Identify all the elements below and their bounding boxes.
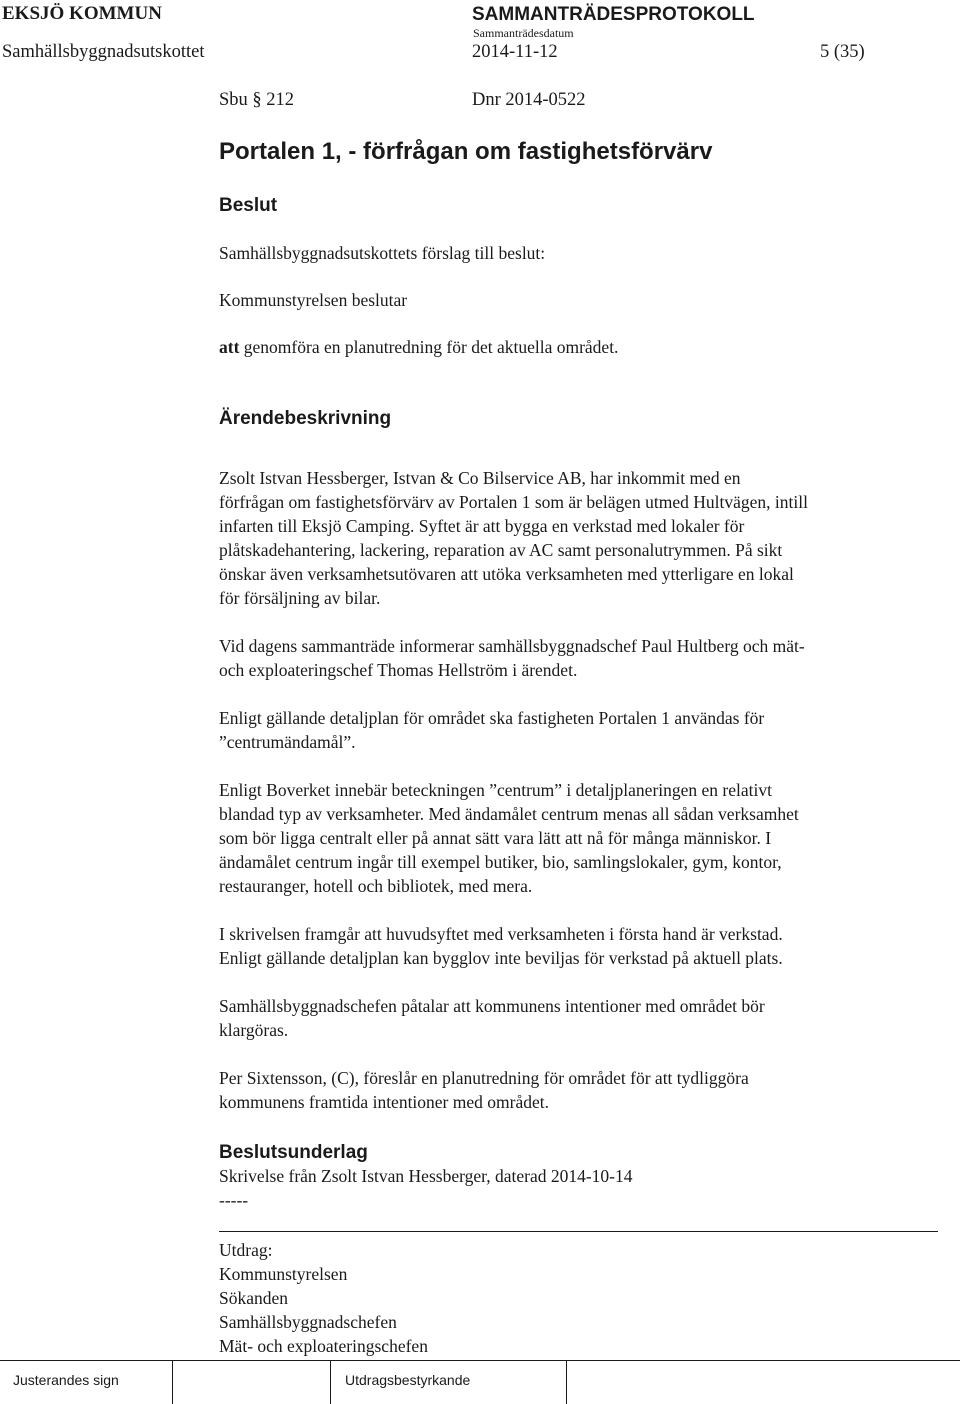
basis-heading: Beslutsunderlag — [219, 1142, 368, 1163]
org-name: EKSJÖ KOMMUN — [2, 3, 162, 24]
footer-divider — [566, 1360, 567, 1404]
decision-section — [219, 194, 919, 359]
description-paragraph: Enligt Boverket innebär beteckningen ”centrum” i detaljplaneringen en relativt blandad typ av verksamheter. Med ändamålet centrum menas all sådan verksamhet som bör ligga centralt eller på annat sätt vara lätt att nå för många människor. I ändamålet centrum ingår till exempel butiker, bio, samlingslokaler, gym, kontor, restauranger, hotell och bibliotek, med mera. — [219, 780, 799, 896]
case-title: Portalen 1, - förfrågan om fastighetsförvärv — [219, 138, 713, 165]
proposal-intro: Samhällsbyggnadsutskottets förslag till beslut: — [219, 243, 546, 263]
meeting-date: 2014-11-12 — [472, 42, 558, 62]
extract-label: Utdrag: — [219, 1240, 273, 1260]
extract-recipient: Samhällsbyggnadschefen — [219, 1312, 397, 1332]
basis-item: Skrivelse från Zsolt Istvan Hessberger, daterad 2014-10-14 — [219, 1166, 633, 1186]
description-heading: Ärendebeskrivning — [219, 408, 392, 429]
sign-label: Justerandes sign — [13, 1372, 119, 1388]
divider-line — [219, 1231, 938, 1232]
basis-separator: ----- — [219, 1190, 249, 1210]
footer-top-line — [0, 1360, 960, 1361]
att-word: att — [219, 337, 240, 357]
footer-divider — [330, 1360, 331, 1404]
description-paragraph: Zsolt Istvan Hessberger, Istvan & Co Bilservice AB, har inkommit med en förfrågan om fastighetsförvärv av Portalen 1 som är belägen utmed Hultvägen, intill infarten till Eksjö Camping. Syftet är att bygga en verkstad med lokaler för plåtskadehantering, lackering, reparation av AC samt personalutrymmen. På sikt önskar även verksamhetsutövaren att utöka verksamheten med ytterligare en lokal för försäljning av bilar. — [219, 468, 808, 608]
att-text: genomföra en planutredning för det aktuella området. — [239, 337, 619, 357]
decision-heading: Beslut — [219, 195, 278, 216]
description-paragraph: Vid dagens sammanträde informerar samhällsbyggnadschef Paul Hultberg och mät- och exploateringschef Thomas Hellström i ärendet. — [219, 636, 805, 680]
committee-name: Samhällsbyggnadsutskottet — [2, 42, 205, 62]
extract-recipient: Sökanden — [219, 1288, 289, 1308]
description-body — [219, 466, 919, 1114]
att-clause — [219, 335, 919, 359]
description-paragraph: I skrivelsen framgår att huvudsyftet med verksamheten i första hand är verkstad. Enligt gällande detaljplan kan bygglov inte beviljas för verkstad på aktuell plats. — [219, 924, 783, 968]
description-paragraph: Samhällsbyggnadschefen påtalar att kommunens intentioner med området bör klargöras. — [219, 996, 765, 1040]
case-number: Sbu § 212 — [219, 90, 295, 110]
description-paragraph: Enligt gällande detaljplan för området ska fastigheten Portalen 1 användas för ”centrumändamål”. — [219, 708, 765, 752]
description-paragraph: Per Sixtensson, (C), föreslår en planutredning för området för att tydliggöra kommunens framtida intentioner med området. — [219, 1068, 749, 1112]
protocol-title: SAMMANTRÄDESPROTOKOLL — [472, 4, 755, 25]
decision-body: Kommunstyrelsen beslutar — [219, 290, 408, 310]
extract-recipient: Mät- och exploateringschefen — [219, 1336, 428, 1356]
dnr: Dnr 2014-0522 — [472, 90, 586, 110]
page-number: 5 (35) — [820, 42, 865, 62]
footer-divider — [172, 1360, 173, 1404]
extract-section — [219, 1238, 919, 1358]
date-caption: Sammanträdesdatum — [473, 26, 574, 40]
extract-attest-label: Utdragsbestyrkande — [345, 1372, 471, 1388]
extract-recipient: Kommunstyrelsen — [219, 1264, 348, 1284]
